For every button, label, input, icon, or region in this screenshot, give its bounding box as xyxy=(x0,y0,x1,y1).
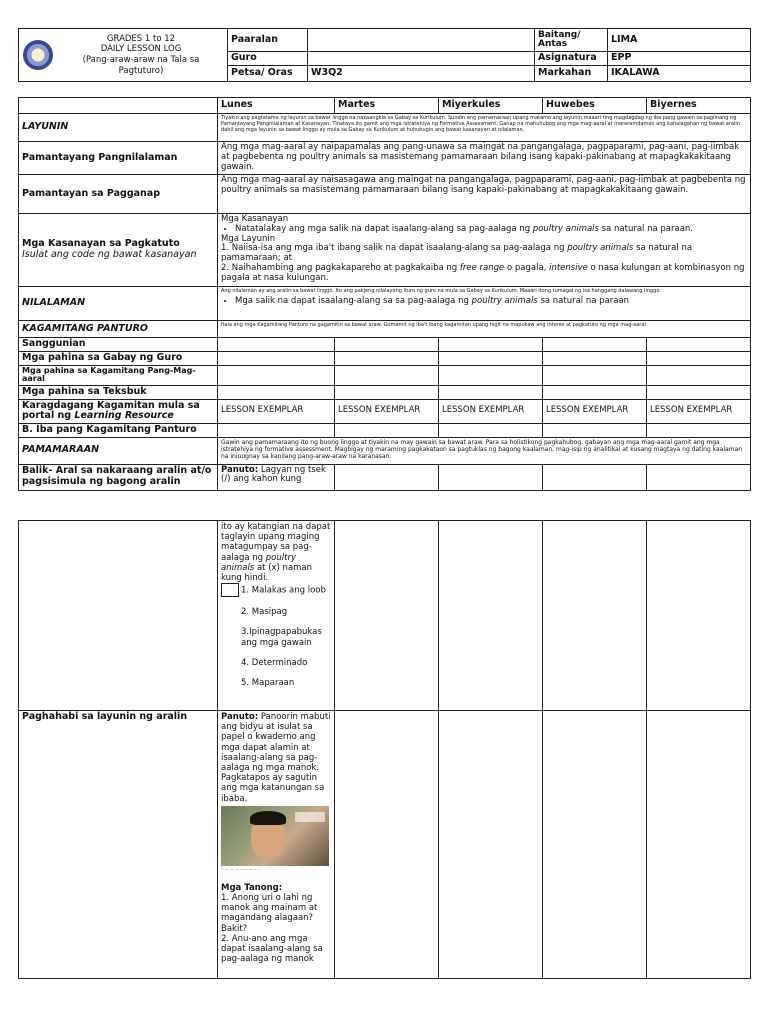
checklist-item-2: 2. Masipag xyxy=(241,607,288,618)
kasanayan-bullet: • Natatalakay ang mga salik na dapat isaalang-alang sa pag-aalaga ng poultry animals sa natural na paraan. xyxy=(235,225,747,235)
day-biyernes: Biyernes xyxy=(647,98,751,114)
paghahabi-label: Paghahabi sa layunin ng aralin xyxy=(19,711,218,979)
nilalaman-note: Ang nilalaman ay ang aralin sa bawat linggo. Ito ang pakjeng nilalayong ituro ng guro na mula sa Gabay sa Kurikulum. Maaari itong tumagal ng isa hanggang dalawang linggo. xyxy=(221,288,661,294)
layunin-label: LAYUNIN xyxy=(19,114,218,142)
tanong-label: Mga Tanong: xyxy=(221,882,283,893)
exemplar-miyerkules: LESSON EXEMPLAR xyxy=(439,399,543,423)
header-title-line3: (Pang-araw-araw na Tala sa Pagtuturo) xyxy=(82,55,200,76)
balik-aral-continued: ito ay katangian na dapat taglayin upang maging matagumpay sa pag-aalaga ng poultry animals at (x) naman kung hindi. 1. Malakas ang loob 2. Masipag 3.Ipinagpapabukas ang mga gawain 4. Determinado 5. Maparaan xyxy=(218,521,335,711)
balik-aral-panuto: Panuto: Lagyan ng tsek (/) ang kahon kung xyxy=(218,464,335,490)
petsa-label: Petsa/ Oras xyxy=(228,66,308,82)
paaralan-value xyxy=(308,29,535,52)
video-caption-overlay xyxy=(295,812,325,822)
guro-value xyxy=(308,52,535,66)
markahan-value: IKALAWA xyxy=(608,66,751,82)
nilalaman-content xyxy=(218,287,751,321)
asignatura-value: EPP xyxy=(608,52,751,66)
question-2: 2. Anu-ano ang mga dapat isaalang-alang sa pag-aalaga ng manok xyxy=(221,933,323,965)
video-subcaption: — — — — — — — — — xyxy=(221,866,262,871)
layunin-item-2: 2. Naihahambing ang pagkakapareho at pagkakaiba ng free range o pagala, intensive o nasa kulungan at kombinasyon ng pagala at nasa kulungan. xyxy=(221,262,745,283)
kasanayan-label: Mga Kasanayan sa Pagkatuto xyxy=(22,238,180,250)
lesson-log-table-page2 xyxy=(18,520,751,979)
karagdagang-label: Karagdagang Kagamitan mula sa portal ng Learning Resource xyxy=(19,399,218,423)
checklist-item-4: 4. Determinado xyxy=(241,657,308,668)
checklist-item-1: 1. Malakas ang loob xyxy=(221,583,331,597)
checklist-item-3: 3.Ipinagpapabukas ang mga gawain xyxy=(241,627,322,648)
layunin-text: Tiyakin ang pagtatamo ng layunin sa bawat linggo na nakaangkla sa Gabay sa Kurikulum. Sundin ang pamamaraan upang matamo ang layunin,maaari ring magdagdag ng iba pang gawain sa paglinang ng Pamantayang Pangnilalaman at Kasanayan. Tinataya ito gamit ang mga istratehiya ng Formative Assessment. Ganap na mahuhubog ang mga mag-aaral at mararamdaman ang kahalagahan ng bawat aralin dahil ang mga layunin sa bawat linggo ay mula sa Gabay sa Kurikulum at huhubugin ang bawat kasanayan at nilalaman. xyxy=(218,114,751,142)
paghahabi-content: Panuto: Panoorin mabuti ang bidyu at isulat sa papel o kwaderno ang mga dapat alamin at isaalang-alang sa pag-aalaga ng mga manok. Pagkatapos ay sagutin ang mga katanungan sa ibaba. — — — — — — — — — Mga Tanong: 1. Anong uri o lahi ng manok ang mainam at magandang alagaan? Bakit? 2. Anu-ano ang mga dapat isaalang-alang sa pag-aalaga ng manok xyxy=(218,711,335,979)
petsa-value: W3Q2 xyxy=(308,66,535,82)
nilalaman-bullet: • Mga salik na dapat isaalang-alang sa sa pag-aalaga ng poultry animals sa natural na paraan xyxy=(235,297,747,307)
pagganap-label: Pamantayan sa Pagganap xyxy=(19,175,218,214)
day-lunes: Lunes xyxy=(218,98,335,114)
exemplar-biyernes: LESSON EXEMPLAR xyxy=(647,399,751,423)
exemplar-lunes: LESSON EXEMPLAR xyxy=(218,399,335,423)
kagamitan-text: Itala ang mga Kagamitang Panturo na gagamitin sa bawat araw. Gumamit ng iba't ibang kagamitan upang higit na mapukaw ang interes at pagkatuto ng mga mag-aaral. xyxy=(218,321,751,338)
day-huwebes: Huwebes xyxy=(543,98,647,114)
checkbox-icon[interactable] xyxy=(221,583,239,597)
header-title-cell xyxy=(19,29,228,82)
pangnilalaman-label: Pamantayang Pangnilalaman xyxy=(19,142,218,175)
balik-aral-label: Balik- Aral sa nakaraang aralin at/o pagsisimula ng bagong aralin xyxy=(19,464,218,490)
question-1: 1. Anong uri o lahi ng manok ang mainam at magandang alagaan? Bakit? xyxy=(221,893,318,934)
iba-pang-label: B. Iba pang Kagamitang Panturo xyxy=(19,423,218,437)
sanggunian-label: Sanggunian xyxy=(19,338,218,352)
teksbuk-label: Mga pahina sa Teksbuk xyxy=(19,385,218,399)
exemplar-huwebes: LESSON EXEMPLAR xyxy=(543,399,647,423)
guro-label: Guro xyxy=(228,52,308,66)
days-header-row xyxy=(19,98,751,114)
exemplar-martes: LESSON EXEMPLAR xyxy=(335,399,439,423)
pamamaraan-label: PAMAMARAAN xyxy=(19,437,218,464)
lesson-log-table xyxy=(18,97,751,491)
kasanayan-sublabel: Isulat ang code ng bawat kasanayan xyxy=(22,249,197,260)
header-table xyxy=(18,28,751,82)
header-title-line2: DAILY LESSON LOG xyxy=(100,44,182,55)
asignatura-label: Asignatura xyxy=(535,52,608,66)
pangnilalaman-text: Ang mga mag-aaral ay naipapamalas ang pang-unawa sa maingat na pangangalaga, pagpaparami, pag-aani, pag-iimbak at pagbebenta ng poultry animals sa masistemang pamamaraan bilang isang kapaki-pakinabang at mapagkakakitaang gawain. xyxy=(218,142,751,175)
baitang-value: LIMA xyxy=(608,29,751,52)
pagganap-text: Ang mga mag-aaral ay naisasagawa ang maingat na pangangalaga, pagpaparami, pag-aani, pag-iimbak at pagbebenta ng poultry animals sa masistemang pamamaraan bilang isang kapaki-pakinabang at mapagkakakitaang gawain. xyxy=(218,175,751,214)
layunin-heading: Mga Layunin xyxy=(221,233,276,244)
layunin-item-1: 1. Naiisa-isa ang mga iba't ibang salik na dapat isaalang-alang sa pag-aalaga ng poultry animals sa natural na pamamaraan; at xyxy=(221,243,693,264)
nilalaman-label: NILALAMAN xyxy=(19,287,218,321)
markahan-label: Markahan xyxy=(535,66,608,82)
checklist-item-5: 5. Maparaan xyxy=(241,677,295,688)
video-thumbnail[interactable] xyxy=(221,806,329,866)
kagamitang-pang-label: Mga pahina sa Kagamitang Pang-Mag-aaral xyxy=(19,365,218,385)
pamamaraan-text: Gawin ang pamamaraang ito ng buong linggo at tiyakin na may gawain sa bawat araw. Para sa holistikong pagkahubog, gabayan ang mga mag-aaral gamit ang mga istratehiya ng formative assessment. Magbigay ng maraming pagkakataon sa pagtuklas ng bagong kaalaman, mag-isip ng analitikal at kusang magtaya ng dating kaalaman na iniuugnay sa kanilang pang-araw-araw na karanasan. xyxy=(218,437,751,464)
kasanayan-heading: Mga Kasanayan xyxy=(221,214,289,224)
kasanayan-label-cell xyxy=(19,214,218,287)
kasanayan-content xyxy=(218,214,751,287)
gabay-label: Mga pahina sa Gabay ng Guro xyxy=(19,351,218,365)
kagamitan-label: KAGAMITANG PANTURO xyxy=(19,321,218,338)
day-miyerkules: Miyerkules xyxy=(439,98,543,114)
baitang-label: Baitang/ Antas xyxy=(535,29,608,52)
video-hair xyxy=(250,811,286,825)
paaralan-label: Paaralan xyxy=(228,29,308,52)
header-title-line1: GRADES 1 to 12 xyxy=(106,33,176,44)
deped-seal-logo xyxy=(23,40,53,70)
day-martes: Martes xyxy=(335,98,439,114)
